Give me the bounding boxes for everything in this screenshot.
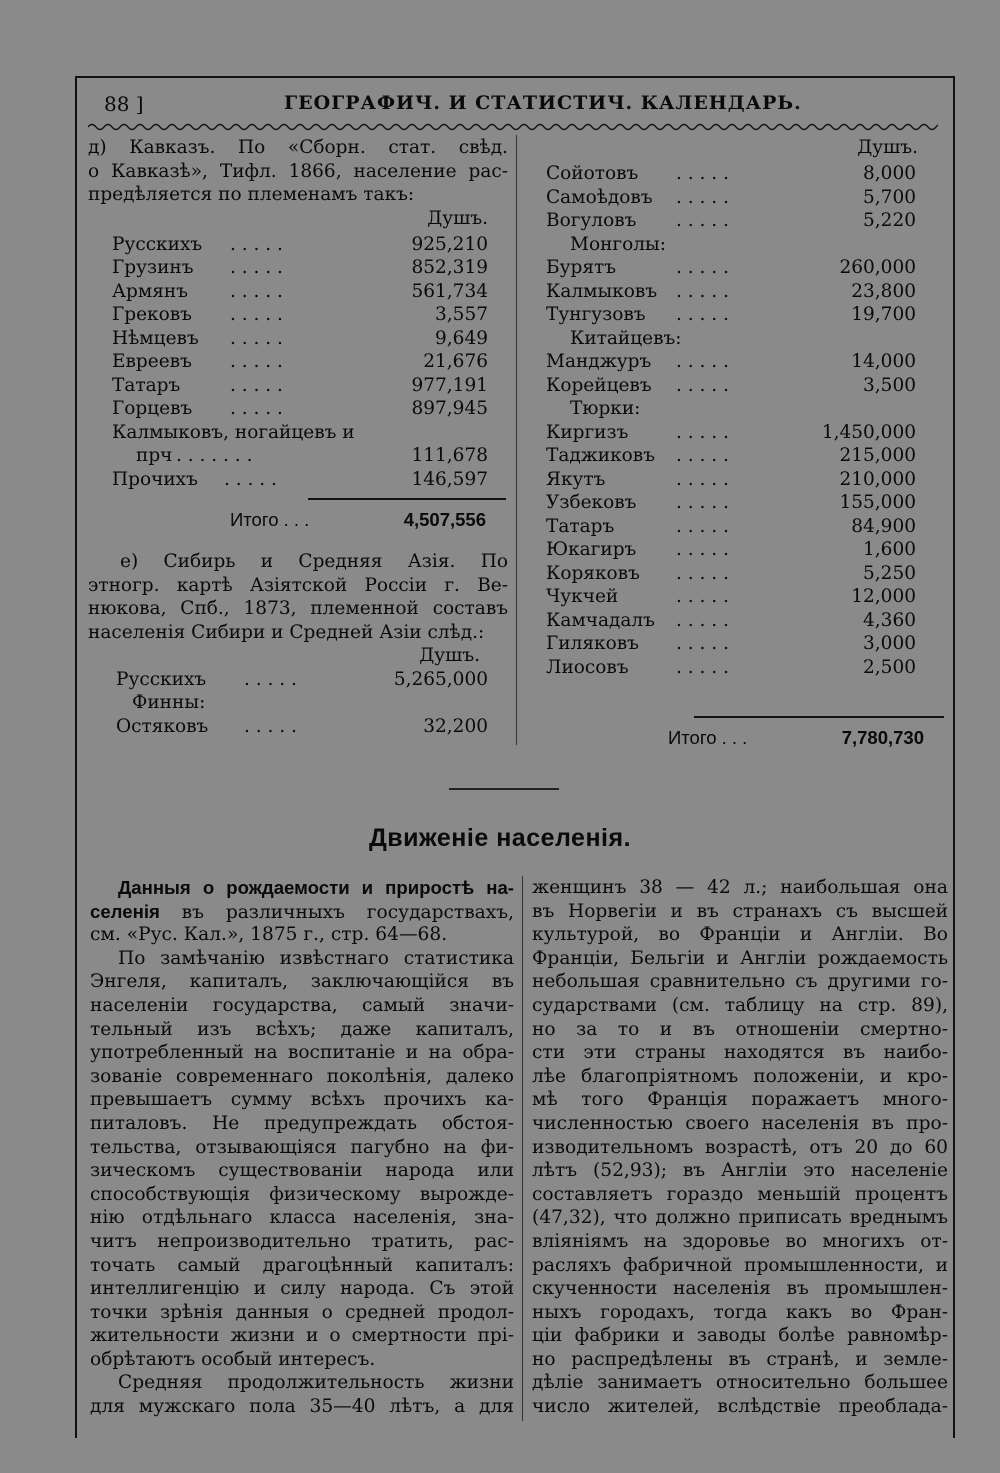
text-line: женщинъ 38 — 42 л.; наибольшая она xyxy=(532,877,948,898)
leader-dots: . . . . . xyxy=(230,398,283,419)
row-label: Корейцевъ xyxy=(546,374,652,396)
table-row xyxy=(546,350,922,374)
leader-dots: . . . . . xyxy=(676,304,729,325)
left-text-column xyxy=(90,876,514,1419)
siberia-intro-4: населенія Сибири и Средней Азіи слѣд.: xyxy=(88,621,485,643)
row-label: Таджиковъ xyxy=(546,445,655,466)
text-line: небольшая сравнительно съ другими го- xyxy=(532,971,948,993)
row-value: 1,450,000 xyxy=(821,421,916,443)
kalmyk-label-2: прч xyxy=(136,445,173,466)
row-value: 3,557 xyxy=(435,304,488,325)
row-label: Бурятъ xyxy=(546,257,616,278)
text-line: зованіе современнаго поколѣнія, далеко xyxy=(90,1065,514,1087)
table-row xyxy=(112,327,508,351)
text-line: Средняя продолжительность жизни xyxy=(118,1372,514,1394)
row-label: Грузинъ xyxy=(112,257,194,278)
leader-dots: . . . . . xyxy=(230,327,283,349)
intro-line: д) Кавказъ. По «Сборн. стат. свѣд. xyxy=(88,137,508,158)
table-row xyxy=(546,538,922,562)
russian-label: Русскихъ xyxy=(116,668,207,690)
chinese-heading: Китайцевъ: xyxy=(570,327,682,349)
text-line: Франціи, Бельгіи и Англіи рождаемость xyxy=(532,947,948,969)
row-label: Гиляковъ xyxy=(546,633,639,654)
text-line: населеніи государства, самый значи- xyxy=(90,994,514,1016)
ostyak-value: 32,200 xyxy=(423,715,488,737)
intro-line: о Кавказѣ», Тифл. 1866, население рас- xyxy=(88,160,508,182)
row-value: 9,649 xyxy=(435,327,488,349)
text-line: для мужскаго пола 35—40 лѣтъ, а для xyxy=(90,1396,514,1418)
row-value: 3,500 xyxy=(863,374,916,396)
text-line: По замѣчанію извѣстнаго статистика xyxy=(118,947,514,969)
leader-dots: . . . . . xyxy=(676,351,729,372)
row-label: Татаръ xyxy=(546,515,615,537)
table-row xyxy=(546,303,922,327)
header-wavy-rule xyxy=(88,120,938,134)
table-row xyxy=(546,209,922,233)
leader-dots: . . . . . xyxy=(676,445,729,466)
text-line: ціи фабрики и заводы болѣе равномѣр- xyxy=(532,1325,948,1347)
table-row xyxy=(546,444,922,468)
table-row xyxy=(546,491,922,515)
leader-dots: . . . . . xyxy=(676,186,729,208)
unit-label: Душъ. xyxy=(419,645,480,666)
table-row xyxy=(546,632,922,656)
row-value: 4,360 xyxy=(863,609,916,631)
leader-dots: . . . . . xyxy=(676,280,729,302)
text-line: вліяніямъ на здоровье во многихъ от- xyxy=(532,1230,948,1252)
right-text-column xyxy=(532,876,948,1419)
table-row xyxy=(546,609,922,633)
row-value: 8,000 xyxy=(863,163,916,184)
table-row xyxy=(112,374,508,398)
leader-dots: . . . . . xyxy=(676,562,729,584)
text-line: мѣ того Франція поражаетъ много- xyxy=(532,1089,948,1111)
siberia-intro-1: е) Сибирь и Средняя Азія. По xyxy=(120,551,508,572)
row-value: 3,000 xyxy=(863,633,916,654)
text-line: тельный изъ всѣхъ; даже капиталъ, xyxy=(90,1018,514,1040)
page-number: 88 ] xyxy=(104,92,144,116)
text-line: изводительномъ возрастѣ, отъ 20 до 60 xyxy=(532,1136,948,1158)
table-row xyxy=(546,515,922,539)
row-label: Якутъ xyxy=(546,468,606,490)
row-label: Чукчей xyxy=(546,586,619,607)
table-row xyxy=(112,256,508,280)
table-row xyxy=(112,303,508,327)
text-line: но за то и въ отношеніи смертно- xyxy=(532,1018,948,1040)
row-value: 1,600 xyxy=(863,539,916,560)
row-label: Нѣмцевъ xyxy=(112,327,199,349)
leader-dots: . . . . . xyxy=(676,257,729,278)
text-line: употребленный на воспитаніе и на обра- xyxy=(90,1042,514,1064)
row-label: Манджуръ xyxy=(546,351,652,372)
row-label: Киргизъ xyxy=(546,421,629,443)
other-value: 146,597 xyxy=(411,468,488,490)
text-line: лѣе благопріятномъ положеніи, и кро- xyxy=(532,1065,948,1087)
row-label: Грековъ xyxy=(112,304,192,325)
column-divider xyxy=(522,876,523,1421)
row-value: 260,000 xyxy=(839,257,916,278)
text-line: жительности жизни и о смертности прі- xyxy=(90,1325,514,1347)
text-line: интеллигенцію и силу народа. Съ этой xyxy=(90,1278,514,1300)
intro-line: предѣляется по племенамъ такъ: xyxy=(88,184,415,205)
caucasus-intro xyxy=(88,136,508,207)
leader-dots: . . . . . xyxy=(230,280,283,302)
row-value: 21,676 xyxy=(423,351,488,372)
text-line: скученности населенія въ промышлен- xyxy=(532,1278,948,1300)
turks-heading: Тюрки: xyxy=(570,398,641,419)
right-table xyxy=(546,136,922,679)
bold-lead: селенія xyxy=(90,900,160,922)
total-rule xyxy=(694,716,944,718)
siberia-intro-2: этногр. картѣ Азіятской Россіи г. Ве- xyxy=(88,574,508,596)
text-line: Данныя о рождаемости и приростѣ на- xyxy=(118,877,514,898)
text-line: но распредѣлены въ странѣ, и земле- xyxy=(532,1348,948,1370)
row-label: Лиосовъ xyxy=(546,656,629,678)
mongols-heading: Монголы: xyxy=(570,233,666,255)
unit-label: Душъ. xyxy=(427,207,488,229)
leader-dots: . . . . . xyxy=(676,586,729,607)
leader-dots: . . . . . xyxy=(230,257,283,278)
unit-label: Душъ. xyxy=(857,137,918,158)
leader-dots: . . . . . xyxy=(676,609,729,631)
table-row xyxy=(546,374,922,398)
leader-dots: . . . . . xyxy=(676,656,729,678)
text-line: селенія въ различныхъ государствахъ, xyxy=(90,900,514,923)
row-value: 155,000 xyxy=(839,492,916,513)
row-label: Евреевъ xyxy=(112,351,192,372)
table-row xyxy=(112,350,508,374)
total-label: Итого . . . xyxy=(668,727,748,748)
kalmyk-value: 111,678 xyxy=(411,445,488,466)
kalmyk-label: Калмыковъ, ногайцевъ и xyxy=(112,421,355,443)
text-line: расляхъ фабричной промышленности, и xyxy=(532,1254,948,1276)
section-title: Движеніе населенія. xyxy=(368,824,632,852)
finns-heading: Финны: xyxy=(132,692,206,713)
row-label: Самоѣдовъ xyxy=(546,186,653,208)
text-line: число жителей, вслѣдствіе преоблада- xyxy=(532,1396,948,1418)
row-value: 210,000 xyxy=(839,468,916,490)
text-line: въ Норвегіи и въ странахъ съ высшей xyxy=(532,900,948,922)
leader-dots: . . . . . xyxy=(676,515,729,537)
text-line: культурой, во Франціи и Англіи. Во xyxy=(532,924,948,946)
total-value: 4,507,556 xyxy=(403,509,486,530)
text-line: точать самый драгоцѣнный капиталъ: xyxy=(90,1254,514,1276)
leader-dots: . . . . . xyxy=(230,304,283,325)
text-line: превышаетъ сумму всѣхъ прочихъ ка- xyxy=(90,1089,514,1111)
table-row xyxy=(546,280,922,304)
leader-dots: . . . . . xyxy=(676,163,729,184)
row-label: Калмыковъ xyxy=(546,280,658,302)
siberia-section: е) Сибирь и Средняя Азія. По этногр. картѣ Азіятской Россіи г. Ве- нюкова, Спб., 1873, племенной составъ населенія Сибири и Средней Азіи слѣд.: Душъ. Русскихъ . . . . . 5,265,000 Финны: Остяковъ . . . . . 32,200 xyxy=(88,551,508,737)
text-line: дѣліе занимаетъ относительно большее xyxy=(532,1372,948,1394)
row-label: Татаръ xyxy=(112,374,181,396)
column-divider xyxy=(516,135,517,745)
row-value: 12,000 xyxy=(851,586,916,607)
leader-dots: . . . . . xyxy=(676,210,729,231)
text-line: обрѣтаютъ особый интересъ. xyxy=(90,1348,376,1370)
row-value: 2,500 xyxy=(863,656,916,678)
text-line: см. «Рус. Кал.», 1875 г., стр. 64—68. xyxy=(90,924,448,946)
row-label: Юкагиръ xyxy=(546,539,637,560)
text-line: читъ непроизводительно тратить, рас- xyxy=(90,1230,514,1252)
text-line: точки зрѣнія данныя о средней продол- xyxy=(90,1301,514,1323)
table-row xyxy=(112,233,508,257)
row-value: 925,210 xyxy=(411,233,488,255)
row-label: Камчадалъ xyxy=(546,609,655,631)
row-value: 19,700 xyxy=(851,304,916,325)
row-label: Вогуловъ xyxy=(546,210,637,231)
row-value: 84,900 xyxy=(851,515,916,537)
row-value: 5,250 xyxy=(863,562,916,584)
running-header xyxy=(104,92,904,122)
row-label: Армянъ xyxy=(112,280,189,302)
other-label: Прочихъ xyxy=(112,468,198,490)
table-row xyxy=(546,162,922,186)
leader-dots: . . . . . xyxy=(676,539,729,560)
row-label: Коряковъ xyxy=(546,562,640,584)
leader-dots: . . . . . xyxy=(230,233,283,255)
table-row xyxy=(546,468,922,492)
header-title: ГЕОГРАФИЧ. И СТАТИСТИЧ. КАЛЕНДАРЬ. xyxy=(284,92,802,114)
row-value: 5,700 xyxy=(863,186,916,208)
text-line: тельства, отзывающіяся пагубно на фи- xyxy=(90,1136,514,1158)
table-row xyxy=(546,656,922,680)
row-value: 5,220 xyxy=(863,210,916,231)
leader-dots: . . . . . xyxy=(230,374,283,396)
row-label: Тунгузовъ xyxy=(546,304,646,325)
row-value: 897,945 xyxy=(411,398,488,419)
text-line: ныхъ городахъ, тогда какъ во Фран- xyxy=(532,1301,948,1323)
text-line: сударствами (см. таблицу на стр. 89), xyxy=(532,994,948,1016)
leader-dots: . . . . . xyxy=(230,351,283,372)
russian-value: 5,265,000 xyxy=(393,668,488,690)
text-line: (47,32), что должно приписать вреднымъ xyxy=(532,1207,948,1229)
section-divider xyxy=(449,788,559,790)
row-value: 23,800 xyxy=(851,280,916,302)
text-line: питаловъ. Не предупреждать обстоя- xyxy=(90,1112,514,1134)
text-line: сти эти страны находятся въ наибо- xyxy=(532,1042,948,1064)
table-row xyxy=(546,562,922,586)
ostyak-label: Остяковъ xyxy=(116,715,209,737)
row-value: 852,319 xyxy=(411,257,488,278)
leader-dots: . . . . . xyxy=(676,421,729,443)
leader-dots: . . . . . xyxy=(676,492,729,513)
leader-dots: . . . . . xyxy=(676,374,729,396)
text-line: численностью своего населенія въ про- xyxy=(532,1112,948,1134)
row-value: 977,191 xyxy=(411,374,488,396)
leader-dots: . . . . . xyxy=(676,633,729,654)
table-row xyxy=(112,397,508,421)
row-value: 14,000 xyxy=(851,351,916,372)
table-row xyxy=(546,585,922,609)
total-label: Итого . . . xyxy=(230,509,310,530)
text-line: способствующія физическому вырожде- xyxy=(90,1183,514,1205)
row-label: Сойотовъ xyxy=(546,163,639,184)
text-line: лѣтъ (52,93); въ Англіи это населеніе xyxy=(532,1160,948,1182)
leader-dots: . . . . . xyxy=(676,468,729,490)
row-label: Русскихъ xyxy=(112,233,203,255)
text-line: зическомъ существованіи народа или xyxy=(90,1160,514,1182)
caucasus-section: д) Кавказъ. По «Сборн. стат. свѣд. о Кавказѣ», Тифл. 1866, население рас- предѣляется по племенамъ такъ: Душъ. Русскихъ . . . . . 925,210 Грузинъ . . . . . 852,319 Армянъ . . . . . 561,734 Грековъ . . . . . 3,557 Нѣмцевъ . . . . . 9,649 Евреевъ . . . . . 21,676 Татаръ . . . . . 977,191 Горцевъ . . . . . 897,945 Калмыковъ, ногайцевъ и прч . . . . . . . 111,678 Прочихъ . . . . . 146,597 Итого . . . 4,507,556 xyxy=(88,137,508,530)
table-row xyxy=(546,186,922,210)
total-rule xyxy=(308,498,506,500)
row-value: 215,000 xyxy=(839,445,916,466)
row-label: Узбековъ xyxy=(546,492,637,513)
table-row xyxy=(546,421,922,445)
text-line: Энгеля, капиталъ, заключающійся въ xyxy=(90,971,514,993)
total-value: 7,780,730 xyxy=(841,727,924,748)
text-line: составляетъ гораздо меньшій процентъ xyxy=(532,1183,948,1205)
row-label: Горцевъ xyxy=(112,398,193,419)
row-value: 561,734 xyxy=(411,280,488,302)
siberia-intro-3: нюкова, Спб., 1873, племенной составъ xyxy=(88,598,508,619)
table-row xyxy=(546,256,922,280)
table-row xyxy=(112,280,508,304)
text-line: нію отдѣльнаго класса населенія, зна- xyxy=(90,1207,514,1229)
